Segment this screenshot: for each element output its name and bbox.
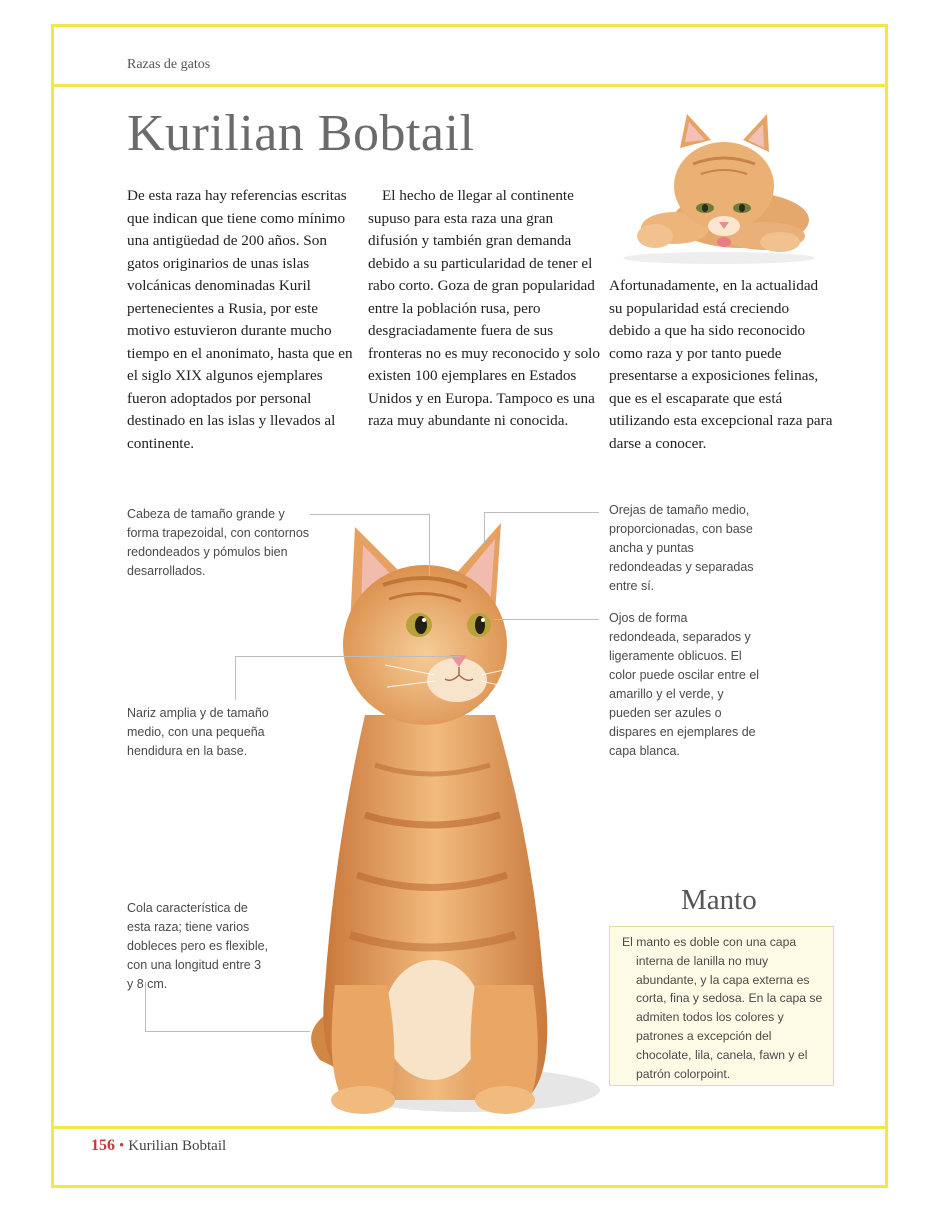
- leader-line-cabeza: [310, 514, 430, 515]
- paragraph: De esta raza hay referencias escritas que indican que tiene como mínimo una antigüedad de 200 años. Son gatos originarios de unas islas volcánicas denominadas Kuril pertenecientes a Rusia, por este motivo estuvieron durante mucho tiempo en el anonimato, hasta que en el siglo XIX algunos ejemplares fueron adoptados por personal destinado en las islas y llevados al continente.: [127, 187, 353, 452]
- footer-rule: [51, 1126, 888, 1129]
- callout-orejas: Orejas de tamaño medio, proporcionadas, con base ancha y puntas redondeadas y separadas entre sí.: [609, 503, 754, 593]
- text-column-1: [127, 185, 359, 455]
- leader-line-ojos: [494, 619, 599, 620]
- leader-line-nariz: [235, 656, 236, 700]
- callout-ojos: Ojos de forma redondeada, separados y ligeramente oblicuos. El color puede oscilar entre el amarillo y el verde, y pueden ser azules o dispares en ejemplares de capa blanca.: [609, 611, 760, 758]
- page-title: Kurilian Bobtail: [127, 105, 475, 162]
- footer-bullet: •: [119, 1138, 125, 1154]
- kitten-photo: [615, 108, 820, 263]
- page-footer: [91, 1137, 226, 1155]
- manto-heading: Manto: [681, 884, 757, 916]
- footer-label: Kurilian Bobtail: [128, 1138, 227, 1154]
- text-column-3: [609, 275, 834, 455]
- leader-line-orejas: [484, 512, 485, 544]
- section-label: Razas de gatos: [127, 57, 211, 72]
- leader-line-cabeza: [429, 514, 430, 576]
- page-number: 156: [91, 1137, 115, 1154]
- text-column-2: [368, 185, 600, 433]
- paragraph: Afortunadamente, en la actualidad su popularidad está creciendo debido a que ha sido reconocido como raza y por tanto puede presentarse a exposiciones felinas, que es el escaparate que está utilizando esta excepcional raza para darse a conocer.: [609, 277, 833, 452]
- manto-text: El manto es doble con una capa interna de lanilla no muy abundante, y la capa externa es corta, fina y sedosa. En la capa se admiten todos los colores y patrones a excepción del chocolate, lila, canela, fawn y el patrón colorpoint.: [622, 935, 823, 1081]
- cat-photo: [295, 515, 595, 1120]
- leader-line-cola: [145, 1031, 310, 1032]
- leader-line-nariz: [235, 656, 460, 657]
- header-rule: [51, 84, 888, 87]
- paragraph: El hecho de llegar al continente supuso para esta raza una gran difusión y también gran demanda debido a su particularidad de tener el rabo corto. Goza de gran popularidad entre la población rusa, pero desgraciadamente fuera de sus fronteras no es muy reconocido y solo existen 100 ejemplares en Estados Unidos y en Europa. Tampoco es una raza muy abundante ni conocida.: [368, 187, 600, 429]
- callout-cabeza: Cabeza de tamaño grande y forma trapezoidal, con contornos redondeados y pómulos bien desarrollados.: [127, 507, 310, 578]
- callout-cola: Cola característica de esta raza; tiene varios dobleces pero es flexible, con una longitud entre 3 y 8 cm.: [127, 901, 269, 991]
- callout-nariz: Nariz amplia y de tamaño medio, con una pequeña hendidura en la base.: [127, 706, 269, 758]
- manto-box: [609, 926, 834, 1086]
- leader-line-orejas: [484, 512, 599, 513]
